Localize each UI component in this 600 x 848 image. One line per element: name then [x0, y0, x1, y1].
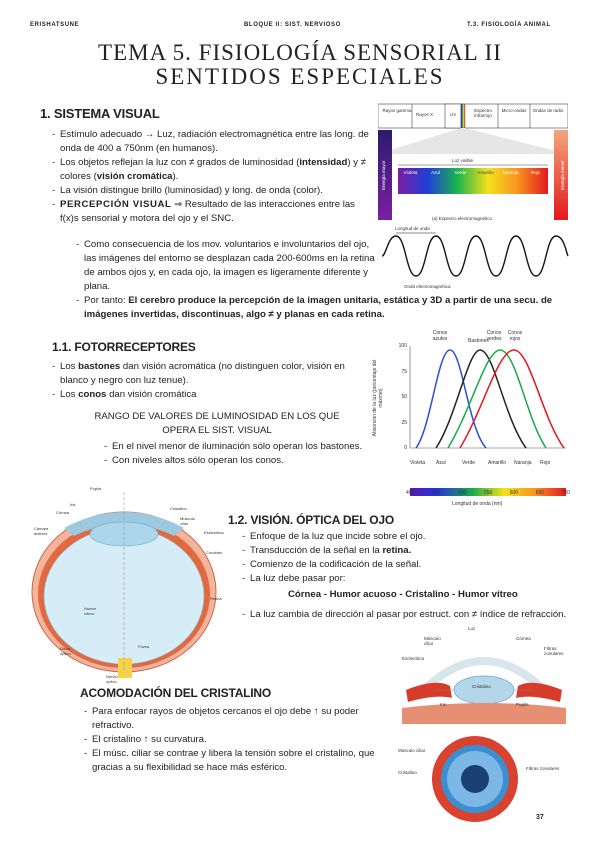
eye-label-optic-disc: Disco óptico	[60, 646, 71, 656]
light-path: Córnea - Humor acuoso - Cristalino - Humor vítreo	[288, 589, 518, 600]
photoreceptor-bullet-1: - Los bastones dan visión acromática (no distinguen color, visión en blanco y negro con luz tenue).	[52, 360, 370, 388]
spectrum-top-3: Espectro infrarrojo	[474, 108, 492, 118]
lens-label-ciliary: Músculo ciliar	[424, 636, 441, 646]
range-title: RANGO DE VALORES DE LUMINOSIDAD EN LOS QUE OPERA EL SIST. VISUAL	[94, 411, 340, 436]
eye-label-sclera: Esclerótica	[204, 530, 224, 535]
visual-subbullet-2: - Por tanto: El cerebro produce la percepción de la imagen unitaria, estática y 3D a partir de una secu. de imágenes invertidas, discontinuas, algo ≠ y planas en cada retina.	[76, 294, 576, 322]
section-heading-accommodation: ACOMODACIÓN DEL CRISTALINO	[80, 686, 272, 700]
section-heading-optics: 1.2. VISIÓN. ÓPTICA DEL OJO	[228, 513, 394, 527]
band-0: Violeta	[403, 170, 418, 175]
eye-label-vitreous: Humor vítreo	[84, 606, 97, 616]
iris-label-lens: Cristalino	[398, 770, 417, 775]
visual-subbullet-1: - Como consecuencia de los mov. voluntarios e involuntarios del ojo, las imágenes del entorno se desplazan cada 200-600ms en la retina de ambos ojos y, en cada ojo, la imagen es ligeramente diferente y plana.	[76, 238, 376, 294]
spectrum-left-axis: Energía mayor	[381, 160, 386, 190]
visual-sublist	[76, 238, 376, 294]
optics-list-2	[242, 608, 582, 622]
eye-label-lens: Cristalino	[170, 506, 187, 511]
chart-ylabel: Absorción de la luz (porcentaje del máximo)	[372, 359, 384, 437]
band-3: Amarillo	[477, 170, 494, 175]
spectrum-top-4: Micro-ondas	[501, 108, 527, 113]
chart-color-4: Naranja	[514, 460, 532, 466]
chart-ytick-100: 100	[398, 343, 407, 349]
optics-list	[242, 530, 582, 586]
chart-label-blue-cones: Conos azules	[432, 330, 448, 342]
chart-color-0: Violeta	[410, 460, 426, 466]
chart-xticks	[406, 490, 570, 496]
band-5: Rojo	[530, 170, 541, 175]
optics-bullet-3: - Comienzo de la codificación de la señal.	[242, 558, 582, 572]
chart-ytick-25: 25	[401, 420, 407, 426]
wave-caption: Onda electromagnética	[404, 284, 451, 289]
chart-ytick-0: 0	[404, 445, 407, 451]
visual-bullet-3: - La visión distingue brillo (luminosidad) y long. de onda (color).	[52, 184, 374, 198]
accommodation-bullet-1: - Para enfocar rayos de objetos cercanos el ojo debe ↑ su poder refractivo.	[84, 705, 402, 733]
spectrum-bands	[398, 170, 548, 175]
chart-color-3: Amarillo	[488, 460, 507, 466]
accommodation-bullet-3: - El músc. ciliar se contrae y libera la tensión sobre el cristalino, que gracias a su flexibilidad se hace más esférico.	[84, 747, 402, 775]
spectrum-right-axis: Energía menor	[560, 160, 565, 190]
visual-list	[52, 128, 374, 226]
visual-bullet-4: - PERCEPCIÓN VISUAL ⇒ Resultado de las interacciones entre las f(x)s sensorial y motora del ojo y el SNC.	[52, 198, 374, 226]
eye-label-pupil: Pupila	[90, 486, 102, 491]
iris-label-ciliary: Músculo ciliar	[398, 748, 426, 753]
chart-xtick-600: 600	[509, 490, 519, 496]
optics-bullet-1: - Enfoque de la luz que incide sobre el ojo.	[242, 530, 582, 544]
lens-label-cornea: Córnea	[516, 636, 531, 641]
chart-xtick-700: 700	[561, 490, 570, 496]
chart-color-5: Rojo	[540, 460, 551, 466]
photoreceptor-bullet-2: - Los conos dan visión cromática	[52, 388, 370, 402]
section-heading-photoreceptors: 1.1. FOTORRECEPTORES	[52, 340, 196, 354]
chart-xtick-400: 400	[406, 490, 415, 496]
spectrum-visible-label: Luz visible	[452, 158, 474, 163]
page-subtitle: SENTIDOS ESPECIALES	[155, 64, 445, 89]
wave-figure	[380, 232, 570, 280]
eye-label-choroid: Coroides	[206, 550, 223, 555]
photoreceptors-list	[52, 360, 370, 402]
range-list	[104, 440, 366, 468]
page-number: 37	[536, 814, 544, 821]
chart-label-green-cones: Conos verdes	[486, 330, 502, 342]
lens-label-pupil: Pupila	[516, 702, 529, 707]
chart-xtick-450: 450	[431, 490, 441, 496]
chart-color-1: Azul	[436, 460, 446, 466]
eye-label-optic-nerve: Nervio óptico	[106, 674, 118, 684]
spectrum-top-5: Ondas de radio	[532, 108, 564, 113]
header-right: T.3. FISIOLOGÍA ANIMAL	[467, 22, 551, 28]
header-center: BLOQUE II: SIST. NERVIOSO	[244, 22, 341, 28]
chart-xtick-500: 500	[457, 490, 467, 496]
chart-color-labels	[410, 460, 566, 466]
eye-label-iris: Iris	[70, 502, 76, 507]
range-bullet-2: - Con niveles altos sólo operan los conos.	[104, 454, 366, 468]
lens-diagram	[396, 628, 572, 724]
eye-label-anterior-chamber: Cámara anterior	[34, 526, 49, 536]
eye-label-retina: Retina	[210, 596, 222, 601]
visual-sublist-2	[76, 294, 576, 322]
lens-label-lens: Cristalino	[472, 684, 491, 689]
optics-bullet-4: - La luz debe pasar por:	[242, 572, 582, 586]
optics-bullet-2: - Transducción de la señal en la retina.	[242, 544, 582, 558]
chart-ytick-50: 50	[401, 394, 407, 400]
iris-label-zonular: Fibras zonulares	[526, 766, 560, 771]
band-1: Azul	[431, 170, 440, 175]
chart-xtick-550: 550	[483, 490, 493, 496]
spectrum-top-0: Rayos gamma	[382, 108, 412, 113]
section-heading-visual: 1. SISTEMA VISUAL	[40, 106, 160, 121]
spectrum-top-1: Rayos X	[416, 112, 434, 117]
band-4: Naranja	[502, 170, 519, 175]
chart-xtick-650: 650	[535, 490, 545, 496]
lens-label-iris: Iris	[440, 702, 446, 707]
chart-xlabel: Longitud de onda (nm)	[452, 501, 503, 507]
eye-label-cornea: Córnea	[56, 510, 70, 515]
visual-bullet-1: - Estímulo adecuado → Luz, radiación electromagnética entre las long. de onda de 400 a 750nm (en humanos).	[52, 128, 374, 156]
accommodation-list	[84, 705, 402, 775]
wave-label: Longitud de onda	[395, 226, 430, 231]
chart-label-red-cones: Conos rojos	[507, 330, 523, 342]
lens-label-zonular: Fibras zonulares	[544, 646, 564, 656]
lens-label-light: Luz	[468, 626, 476, 631]
header-left: ERISHATSUNE	[30, 22, 80, 28]
optics-bullet-5: - La luz cambia de dirección al pasar por estruct. con ≠ índice de refracción.	[242, 608, 582, 622]
accommodation-bullet-2: - El cristalino ↑ su curvatura.	[84, 733, 402, 747]
chart-ytick-75: 75	[401, 369, 407, 375]
spectrum-caption: (a) Espectro electromagnético	[432, 216, 493, 221]
eye-label-fovea: Fóvea	[138, 644, 150, 649]
chart-color-2: Verde	[462, 460, 476, 466]
chart-label-rods: Bastones	[468, 338, 489, 344]
spectrum-top-2: UV	[450, 112, 457, 117]
eye-label-ciliary: Músculo ciliar	[180, 516, 195, 526]
iris-diagram	[430, 734, 520, 824]
range-bullet-1: - En el nivel menor de iluminación sólo operan los bastones.	[104, 440, 366, 454]
visual-bullet-2: - Los objetos reflejan la luz con ≠ grados de luminosidad (intensidad) y ≠ colores (visión cromática).	[52, 156, 374, 184]
band-2: Verde	[454, 170, 467, 175]
lens-label-sclera: Esclerótica	[402, 656, 425, 661]
page-title: TEMA 5. FISIOLOGÍA SENSORIAL II	[98, 40, 502, 65]
